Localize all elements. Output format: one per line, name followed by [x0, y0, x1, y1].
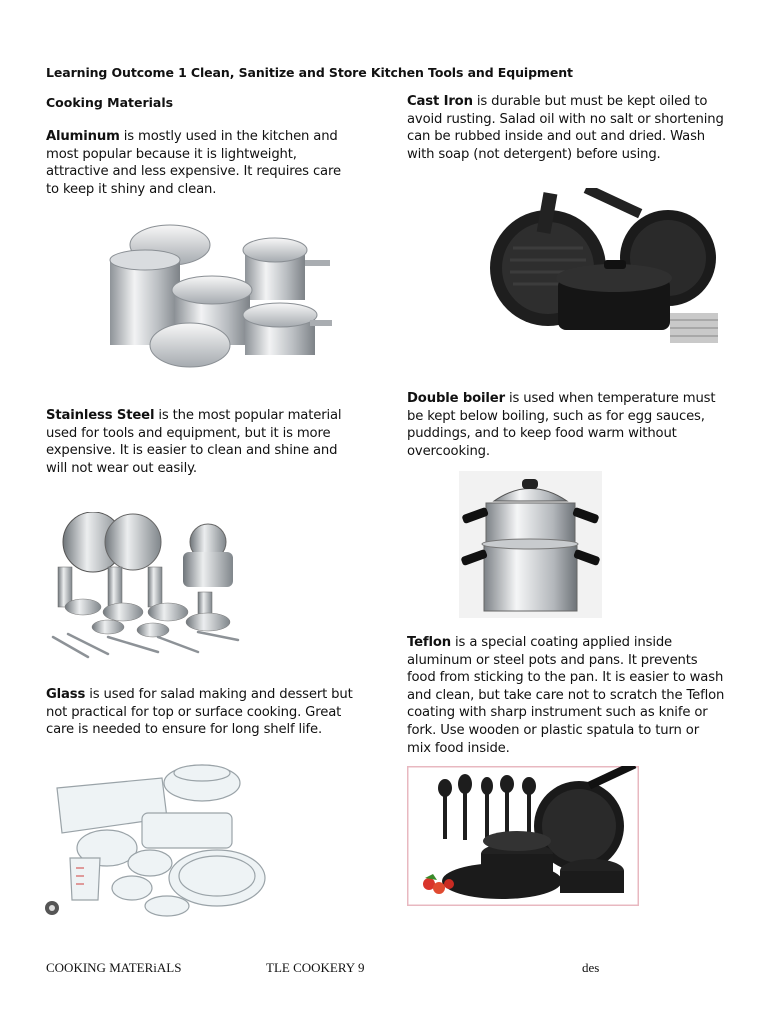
- glassware-image: [42, 758, 270, 920]
- double-boiler-image: [459, 471, 602, 618]
- stainless-paragraph: [46, 407, 356, 477]
- aluminum-text: is mostly used in the kitchen and most popular because it is lightweight, attractive and less expensive. It requires care to keep it shiny and clean.: [46, 129, 341, 197]
- stainless-steel-image: [48, 512, 244, 662]
- footer-right: des: [582, 960, 600, 975]
- glass-term: Glass: [46, 687, 86, 702]
- stainless-term: Stainless Steel: [46, 408, 155, 423]
- glass-paragraph: [46, 686, 364, 739]
- glass-text: is used for salad making and dessert but not practical for top or surface cooking. Great care is needed to ensure for long shelf life.: [46, 687, 353, 738]
- cast-iron-text: is durable but must be kept oiled to avoid rusting. Salad oil with no salt or shortening can be rubbed inside and out and dried. Wash with soap (not detergent) before using.: [407, 94, 724, 162]
- double-boiler-text: is used when temperature must be kept below boiling, such as for egg sauces, puddings, and to keep food warm without overcooking.: [407, 391, 716, 459]
- footer-left: COOKING MATERiALS: [46, 960, 182, 975]
- footer-center: TLE COOKERY 9: [266, 960, 365, 975]
- page-title: Learning Outcome 1 Clean, Sanitize and Store Kitchen Tools and Equipment: [46, 65, 573, 80]
- cast-iron-paragraph: [407, 93, 725, 163]
- stainless-text: is the most popular material used for tools and equipment, but it is more expensive. It is easier to clean and shine and will not wear out easily.: [46, 408, 342, 476]
- double-boiler-term: Double boiler: [407, 391, 505, 406]
- teflon-paragraph: [407, 634, 725, 757]
- teflon-term: Teflon: [407, 635, 451, 650]
- aluminum-term: Aluminum: [46, 129, 120, 144]
- double-boiler-paragraph: [407, 390, 725, 460]
- teflon-text: is a special coating applied inside aluminum or steel pots and pans. It prevents food from sticking to the pan. It is easier to wash and clean, but take care not to scratch the Teflon coating with sharp instrument such as knife or fork. Use wooden or plastic spatula to turn or mix food inside.: [407, 635, 725, 756]
- aluminum-pots-image: [105, 220, 335, 372]
- cast-iron-image: [488, 188, 724, 348]
- teflon-cookware-image: [407, 766, 639, 906]
- aluminum-paragraph: [46, 128, 356, 198]
- cast-iron-term: Cast Iron: [407, 94, 473, 109]
- section-heading: Cooking Materials: [46, 95, 174, 110]
